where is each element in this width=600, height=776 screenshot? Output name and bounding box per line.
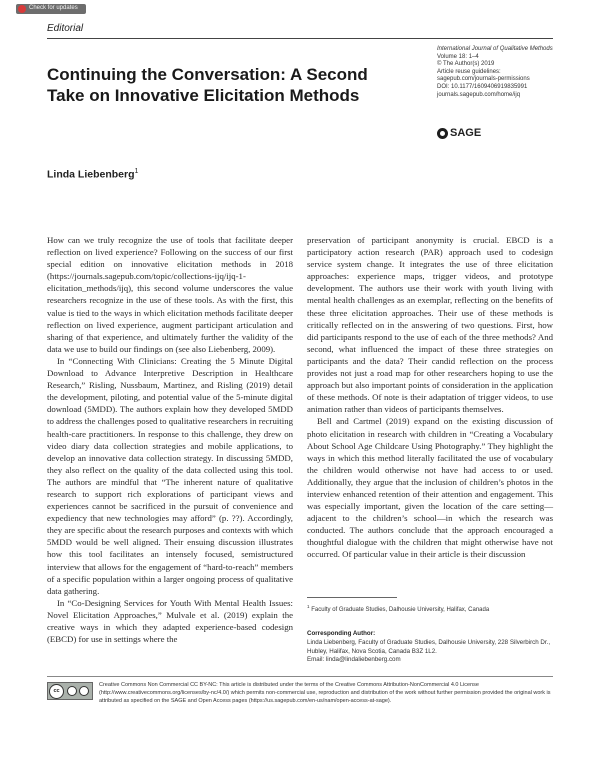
paragraph: How can we truly recognize the use of tools that facilitate deeper reflection on lived experience? Following on the success of our first special edition on innovative elicitation methods in 2018 (https://journals.sagepub.com/topic/collections-ijq/ijq-1-elicitation_methods/ijq), this second volume underscores the value researchers recognize in the use of these tools. As with the first, this value is tied to the ways in which elicitation methods facilitate deeper reflection on lived experience, augment participant articulation and sharing of that experience, and ultimately further the validity of the data we use to build our findings on (see also Liebenberg, 2009).	[47, 235, 293, 354]
journal-doi[interactable]: DOI: 10.1177/1609406919835991	[437, 83, 528, 90]
paragraph: In “Co-Designing Services for Youth With Mental Health Issues: Novel Elicitation Approaches,” Mulvale et al. (2019) explain the creative ways in which they adapted experience-based codesign (EBCD) for use in settings where the	[47, 597, 293, 645]
sage-logo-text: SAGE	[450, 127, 482, 139]
check-for-updates-badge[interactable]	[16, 4, 86, 14]
section-label: Editorial	[47, 23, 84, 34]
check-updates-icon	[18, 5, 26, 13]
check-updates-label: Check for updates	[29, 5, 78, 11]
attribution-icon	[67, 686, 77, 696]
corresponding-author	[307, 630, 553, 665]
corresponding-heading: Corresponding Author:	[307, 630, 376, 637]
license-rule	[47, 676, 553, 677]
affiliation-marker: 1	[307, 604, 310, 609]
corresponding-email[interactable]: Email: linda@lindaliebenberg.com	[307, 656, 401, 664]
journal-volume: Volume 18: 1–4	[437, 53, 479, 60]
author-affiliation	[307, 604, 489, 613]
journal-reuse: Article reuse guidelines:	[437, 68, 501, 75]
article-title: Continuing the Conversation: A Second Take on Innovative Elicitation Methods	[47, 65, 368, 105]
body-column-left	[47, 234, 293, 645]
creative-commons-badge[interactable]	[47, 682, 93, 700]
footnote-rule	[307, 597, 397, 598]
author-name-text: Linda Liebenberg	[47, 168, 135, 181]
author-name	[47, 168, 138, 181]
journal-home-link[interactable]: journals.sagepub.com/home/ijq	[437, 91, 521, 98]
header-rule	[47, 38, 553, 39]
journal-copyright: © The Author(s) 2019	[437, 61, 495, 68]
body-column-right	[307, 234, 553, 561]
corresponding-address: Linda Liebenberg, Faculty of Graduate Studies, Dalhousie University, 228 Silverbirch Dr., Hubley, Halifax, Nova Scotia, Canada B3Z 1L2.	[307, 638, 551, 655]
noncommercial-icon	[79, 686, 89, 696]
journal-reuse-link[interactable]: sagepub.com/journals-permissions	[437, 76, 530, 83]
paragraph: preservation of participant anonymity is crucial. EBCD is a participatory action research (PAR) approach used to codesign service system change. It integrates the use of three elicitation approaches: experience maps, trigger videos, and prototype development. The authors use their work with youth living with mental health challenges as an exemplar, reflecting on the benefits of these three elicitation approaches. Their use of these methods is critically reflected on in the answering of two questions. First, how did participants respond to the use of each of the three methods? And second, what influenced the impact of these three strategies on participants and the data? Their candid reflection on the process provides not just a road map for other researchers hoping to use the approach but also important points of consideration in the application of these methods. Of note is their adaptation of trigger videos, to use animation rather than videos of participants themselves.	[307, 235, 553, 415]
license-text: Creative Commons Non Commercial CC BY-NC: This article is distributed under the terms of the Creative Commons Attribution-NonCommercial 4.0 License (http://www.creativecommons.org/licenses/by-nc/4.0/) which permits non-commercial use, reproduction and distribution of the work without further permission provided the original work is attributed as specified on the SAGE and Open Access pages (https://us.sagepub.com/en-us/nam/open-access-at-sage).	[99, 682, 551, 704]
paragraph: In “Connecting With Clinicians: Creating the 5 Minute Digital Download to Advance Interpretive Description in Healthcare Research,” Risling, Nussbaum, Martinez, and Risling (2019) detail the development, piloting, and potential value of the 5-minute digital download (5MDD). The authors explain how they developed 5MDD to address the challenges posed to qualitative researchers in recruiting health-care practitioners. In response to this challenge, they drew on video diary data collection strategies and mobile applications, to develop an innovative data collection strategy. In discussing 5MDD, they also reflect on the quality of the data collected using this tool. The authors are mindful that “The inherent nature of qualitative research to support rich explorations of participant views and experiences cannot be sacrificed in the pursuit of convenience and expediency that new technologies may afford” (p. ??). Accordingly, they are specific about the research purposes and contexts with which 5MDD would be well aligned. Their ensuing discussion illustrates how this tool facilitates an intensely focused, semistructured interview that allows for the engagement of “hard-to-reach” members of a specific population within a larger ongoing process of qualitative data gathering.	[47, 355, 293, 596]
journal-info	[437, 46, 587, 99]
author-affiliation-marker: 1	[134, 168, 139, 175]
affiliation-text: Faculty of Graduate Studies, Dalhousie University, Halifax, Canada	[311, 607, 490, 613]
journal-name: International Journal of Qualitative Methods	[437, 46, 553, 52]
paragraph: Bell and Cartmel (2019) expand on the existing discussion of photo elicitation in research with children in “Creating a Vocabulary About School Age Childcare Using Photography.” They highlight the ways in which this method literally facilitated the use of vocabulary the children would otherwise not have had access to or used. Additionally, they argue that the inclusion of children’s photos in the interview enhanced retention of their attention and engagement. This was especially important, given the location of the care setting—adjacent to the children’s school—in which the research was conducted. The authors conclude that the approach encouraged a thoughtful dialogue with the children that might otherwise have not occurred. Of particular value in their article is their discussion	[307, 416, 553, 560]
sage-logo-icon	[437, 128, 448, 139]
cc-icon: cc	[49, 684, 64, 699]
sage-logo	[437, 127, 481, 139]
